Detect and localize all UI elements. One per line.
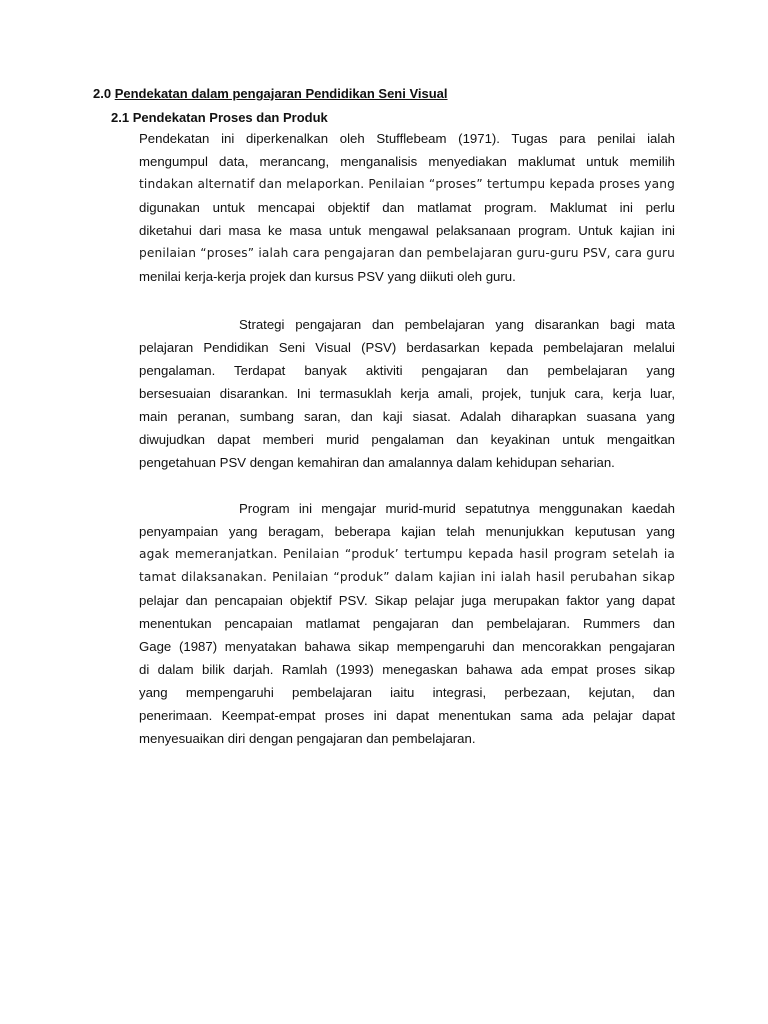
paragraph-line: Pendekatan ini diperkenalkan oleh Stufflebeam (1971). Tugas para penilai ialah <box>139 131 675 146</box>
paragraph-line: pengetahuan PSV dengan kemahiran dan amalannya dalam kehidupan seharian. <box>139 455 615 470</box>
paragraph-line: Gage (1987) menyatakan bahawa sikap mempengaruhi dan mencorakkan pengajaran <box>139 639 675 654</box>
paragraph-line: di dalam bilik darjah. Ramlah (1993) menegaskan bahawa ada empat proses sikap <box>139 662 675 677</box>
paragraph-line: penyampaian yang beragam, beberapa kajian telah menunjukkan keputusan yang <box>139 524 675 539</box>
section-title: Pendekatan dalam pengajaran Pendidikan Seni Visual <box>114 86 448 101</box>
paragraph-line: tamat dilaksanakan. Penilaian “produk” dalam kajian ini ialah hasil perubahan sikap <box>139 570 675 584</box>
paragraph-line: penerimaan. Keempat-empat proses ini dapat menentukan sama ada pelajar dapat <box>139 708 675 723</box>
paragraph-line: pelajaran Pendidikan Seni Visual (PSV) berdasarkan kepada pembelajaran melalui <box>139 340 675 355</box>
paragraph-line: Strategi pengajaran dan pembelajaran yang disarankan bagi mata <box>239 317 675 332</box>
section-number: 2.0 <box>93 86 112 101</box>
paragraph-line: menentukan pencapaian matlamat pengajaran dan pembelajaran. Rummers dan <box>139 616 675 631</box>
paragraph-line: Program ini mengajar murid-murid sepatutnya menggunakan kaedah <box>239 501 675 516</box>
paragraph-line: yang mempengaruhi pembelajaran iaitu integrasi, perbezaan, kejutan, dan <box>139 685 675 700</box>
subsection-number: 2.1 <box>111 110 130 125</box>
paragraph-line: pengalaman. Terdapat banyak aktiviti pengajaran dan pembelajaran yang <box>139 363 675 378</box>
paragraph-line: menyesuaikan diri dengan pengajaran dan pembelajaran. <box>139 731 476 746</box>
paragraph-line: digunakan untuk mencapai objektif dan matlamat program. Maklumat ini perlu <box>139 200 675 215</box>
paragraph-2 <box>139 313 675 474</box>
subsection-heading <box>111 110 328 125</box>
paragraph-line: agak memeranjatkan. Penilaian “produk’ tertumpu kepada hasil program setelah ia <box>139 547 675 561</box>
paragraph-line: main peranan, sumbang saran, dan kaji siasat. Adalah diharapkan suasana yang <box>139 409 675 424</box>
paragraph-3 <box>139 497 675 750</box>
subsection-title: Pendekatan Proses dan Produk <box>132 110 328 125</box>
paragraph-line: pelajar dan pencapaian objektif PSV. Sikap pelajar juga merupakan faktor yang dapat <box>139 593 675 608</box>
paragraph-line: tindakan alternatif dan melaporkan. Penilaian “proses” tertumpu kepada proses yang <box>139 177 675 191</box>
paragraph-line: mengumpul data, merancang, menganalisis menyediakan maklumat untuk memilih <box>139 154 675 169</box>
paragraph-line: penilaian “proses” ialah cara pengajaran dan pembelajaran guru-guru PSV, cara guru <box>139 246 675 260</box>
paragraph-line: diwujudkan dapat memberi murid pengalaman dan keyakinan untuk mengaitkan <box>139 432 675 447</box>
section-heading <box>93 86 448 101</box>
paragraph-line: menilai kerja-kerja projek dan kursus PSV yang diikuti oleh guru. <box>139 269 516 284</box>
paragraph-1 <box>139 127 675 288</box>
paragraph-line: diketahui dari masa ke masa untuk mengawal pelaksanaan program. Untuk kajian ini <box>139 223 675 238</box>
paragraph-line: bersesuaian disarankan. Ini termasuklah kerja amali, projek, tunjuk cara, kerja luar, <box>139 386 675 401</box>
